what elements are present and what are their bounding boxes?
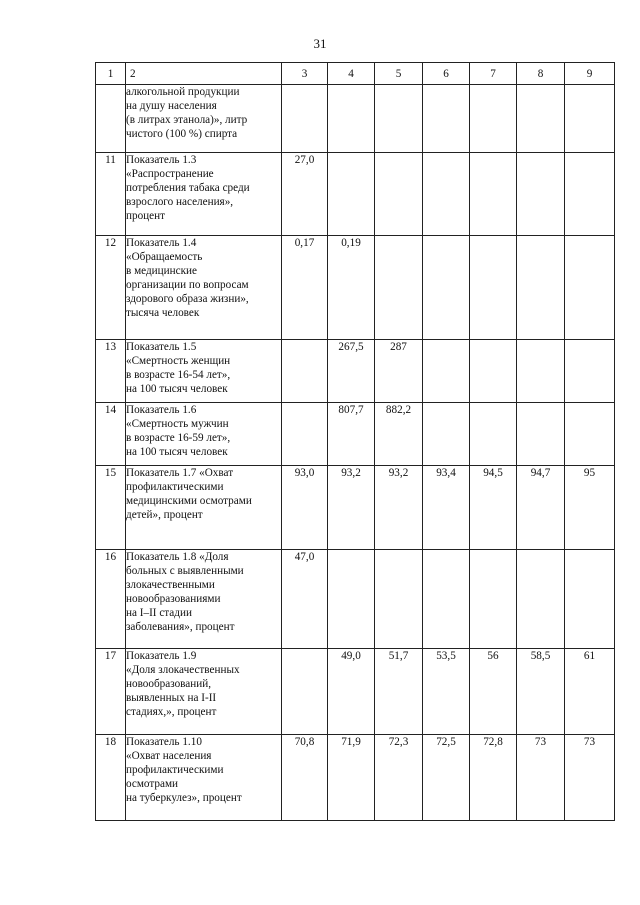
header-cell: 7 <box>470 63 517 85</box>
row-number-cell: 16 <box>96 550 126 649</box>
indicator-description-cell: Показатель 1.4 «Обращаемость в медицинские организации по вопросам здорового образа жизни», тысяча человек <box>126 236 282 340</box>
table-row <box>96 340 615 403</box>
indicator-description-cell: Показатель 1.7 «Охват профилактическими медицинскими осмотрами детей», процент <box>126 466 282 550</box>
indicator-description-cell: алкогольной продукции на душу населения (в литрах этанола)», литр чистого (100 %) спирта <box>126 85 282 153</box>
row-number-cell: 11 <box>96 153 126 236</box>
table-row <box>96 649 615 735</box>
indicator-description-cell: Показатель 1.9 «Доля злокачественных новообразований, выявленных на I-II стадиях,», процент <box>126 649 282 735</box>
value-cell <box>282 403 328 466</box>
value-cell: 95 <box>565 466 615 550</box>
indicators-table <box>95 62 615 821</box>
header-cell: 2 <box>126 63 282 85</box>
header-cell: 8 <box>517 63 565 85</box>
value-cell: 73 <box>517 735 565 821</box>
value-cell: 93,2 <box>328 466 375 550</box>
value-cell <box>423 153 470 236</box>
value-cell <box>517 236 565 340</box>
value-cell <box>375 153 423 236</box>
table-row <box>96 735 615 821</box>
value-cell: 70,8 <box>282 735 328 821</box>
value-cell: 27,0 <box>282 153 328 236</box>
value-cell <box>375 236 423 340</box>
value-cell <box>565 340 615 403</box>
value-cell <box>470 403 517 466</box>
row-number-cell: 12 <box>96 236 126 340</box>
value-cell <box>282 649 328 735</box>
row-number-cell: 15 <box>96 466 126 550</box>
value-cell <box>470 236 517 340</box>
table-row <box>96 236 615 340</box>
value-cell: 93,0 <box>282 466 328 550</box>
value-cell <box>565 403 615 466</box>
value-cell: 72,8 <box>470 735 517 821</box>
row-number-cell: 13 <box>96 340 126 403</box>
page-number: 31 <box>313 36 327 51</box>
indicator-description-cell: Показатель 1.10 «Охват населения профилактическими осмотрами на туберкулез», процент <box>126 735 282 821</box>
header-cell: 1 <box>96 63 126 85</box>
value-cell <box>470 550 517 649</box>
value-cell: 73 <box>565 735 615 821</box>
value-cell <box>565 236 615 340</box>
table-row <box>96 466 615 550</box>
value-cell: 94,7 <box>517 466 565 550</box>
value-cell: 58,5 <box>517 649 565 735</box>
value-cell: 94,5 <box>470 466 517 550</box>
value-cell: 51,7 <box>375 649 423 735</box>
value-cell <box>517 85 565 153</box>
indicator-description-cell: Показатель 1.6 «Смертность мужчин в возрасте 16-59 лет», на 100 тысяч человек <box>126 403 282 466</box>
value-cell <box>423 550 470 649</box>
value-cell <box>470 153 517 236</box>
value-cell <box>282 85 328 153</box>
value-cell: 807,7 <box>328 403 375 466</box>
row-number-cell: 17 <box>96 649 126 735</box>
value-cell: 93,4 <box>423 466 470 550</box>
value-cell: 72,5 <box>423 735 470 821</box>
value-cell <box>470 340 517 403</box>
value-cell <box>565 85 615 153</box>
value-cell: 0,19 <box>328 236 375 340</box>
header-cell: 3 <box>282 63 328 85</box>
value-cell <box>328 550 375 649</box>
row-number-cell: 18 <box>96 735 126 821</box>
table-row <box>96 550 615 649</box>
header-cell: 9 <box>565 63 615 85</box>
value-cell <box>565 550 615 649</box>
value-cell: 882,2 <box>375 403 423 466</box>
value-cell: 56 <box>470 649 517 735</box>
value-cell <box>328 153 375 236</box>
value-cell <box>328 85 375 153</box>
header-cell: 5 <box>375 63 423 85</box>
value-cell: 0,17 <box>282 236 328 340</box>
table-header-row <box>96 63 615 85</box>
value-cell: 49,0 <box>328 649 375 735</box>
value-cell: 53,5 <box>423 649 470 735</box>
header-cell: 6 <box>423 63 470 85</box>
indicator-description-cell: Показатель 1.5 «Смертность женщин в возрасте 16-54 лет», на 100 тысяч человек <box>126 340 282 403</box>
value-cell <box>375 85 423 153</box>
value-cell: 72,3 <box>375 735 423 821</box>
table-row <box>96 403 615 466</box>
value-cell <box>423 236 470 340</box>
value-cell <box>565 153 615 236</box>
table-row <box>96 85 615 153</box>
value-cell <box>517 550 565 649</box>
value-cell <box>423 340 470 403</box>
row-number-cell <box>96 85 126 153</box>
value-cell <box>423 85 470 153</box>
value-cell <box>517 403 565 466</box>
value-cell: 267,5 <box>328 340 375 403</box>
row-number-cell: 14 <box>96 403 126 466</box>
table-row <box>96 153 615 236</box>
value-cell: 61 <box>565 649 615 735</box>
value-cell <box>282 340 328 403</box>
value-cell: 71,9 <box>328 735 375 821</box>
value-cell <box>470 85 517 153</box>
value-cell: 47,0 <box>282 550 328 649</box>
value-cell <box>375 550 423 649</box>
value-cell <box>517 340 565 403</box>
header-cell: 4 <box>328 63 375 85</box>
value-cell <box>423 403 470 466</box>
value-cell: 93,2 <box>375 466 423 550</box>
value-cell: 287 <box>375 340 423 403</box>
indicator-description-cell: Показатель 1.3 «Распространение потребления табака среди взрослого населения», процент <box>126 153 282 236</box>
value-cell <box>517 153 565 236</box>
indicator-description-cell: Показатель 1.8 «Доля больных с выявленными злокачественными новообразованиями на I–II стадии заболевания», процент <box>126 550 282 649</box>
